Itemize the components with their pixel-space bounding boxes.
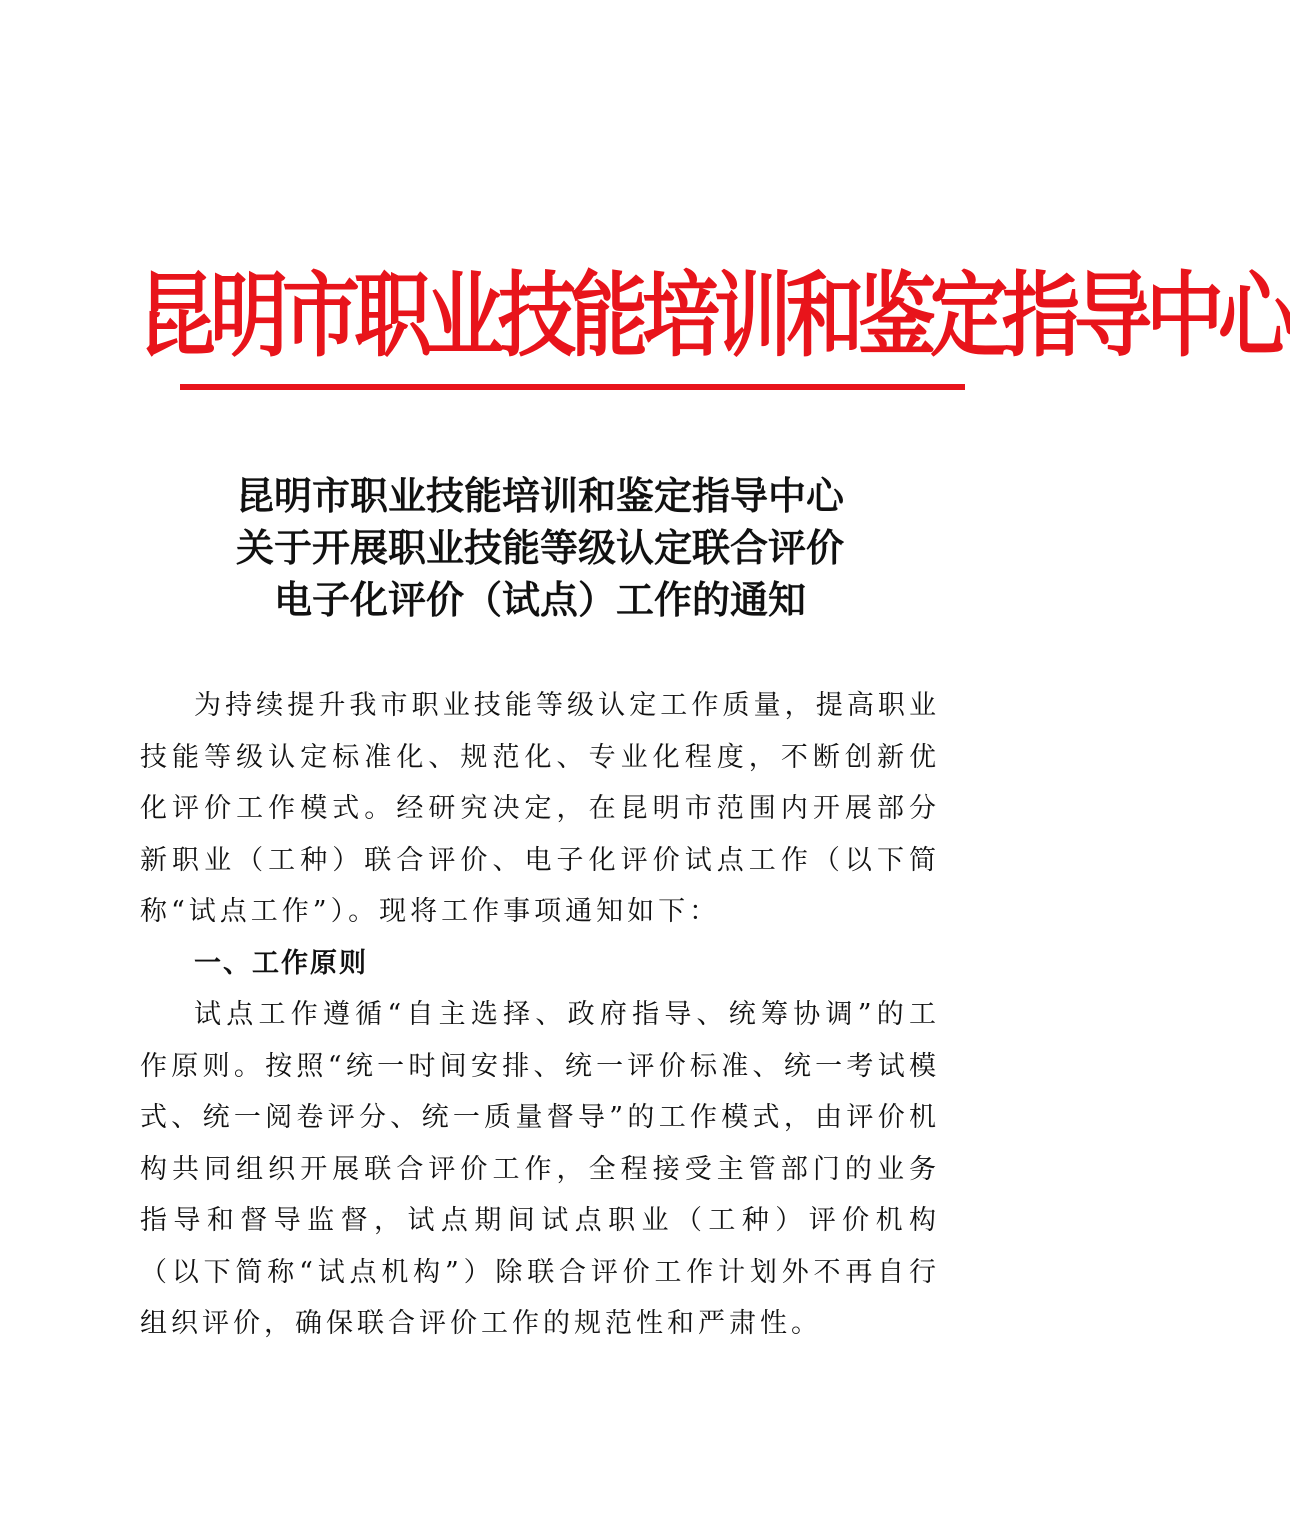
document-title-line-2: 关于开展职业技能等级认定联合评价 — [235, 525, 844, 570]
letterhead-red-rule — [180, 384, 965, 390]
body-paragraph-principles: 试点工作遵循“自主选择、政府指导、统筹协调”的工作原则。按照“统一时间安排、统一评价标准、统一考试模式、统一阅卷评分、统一质量督导”的工作模式，由评价机构共同组织开展联合评价工作，全程接受主管部门的业务指导和督导监督，试点期间试点职业（工种）评价机构（以下简称“试点机构”）除联合评价工作计划外不再自行组织评价，确保联合评价工作的规范性和严肃性。 — [140, 999, 940, 1339]
letterhead-organization-name: 昆明市职业技能培训和鉴定指导中心 — [138, 263, 1290, 371]
section-heading-work-principles: 一、工作原则 — [194, 947, 368, 979]
document-body — [140, 680, 940, 1350]
document-title — [0, 470, 1080, 626]
body-paragraph-intro: 为持续提升我市职业技能等级认定工作质量，提高职业技能等级认定标准化、规范化、专业化程度，不断创新优化评价工作模式。经研究决定，在昆明市范围内开展部分新职业（工种）联合评价、电子化评价试点工作（以下简称“试点工作”）。现将工作事项通知如下： — [140, 690, 940, 927]
document-title-line-3: 电子化评价（试点）工作的通知 — [273, 577, 806, 622]
document-title-line-1: 昆明市职业技能培训和鉴定指导中心 — [235, 473, 844, 518]
